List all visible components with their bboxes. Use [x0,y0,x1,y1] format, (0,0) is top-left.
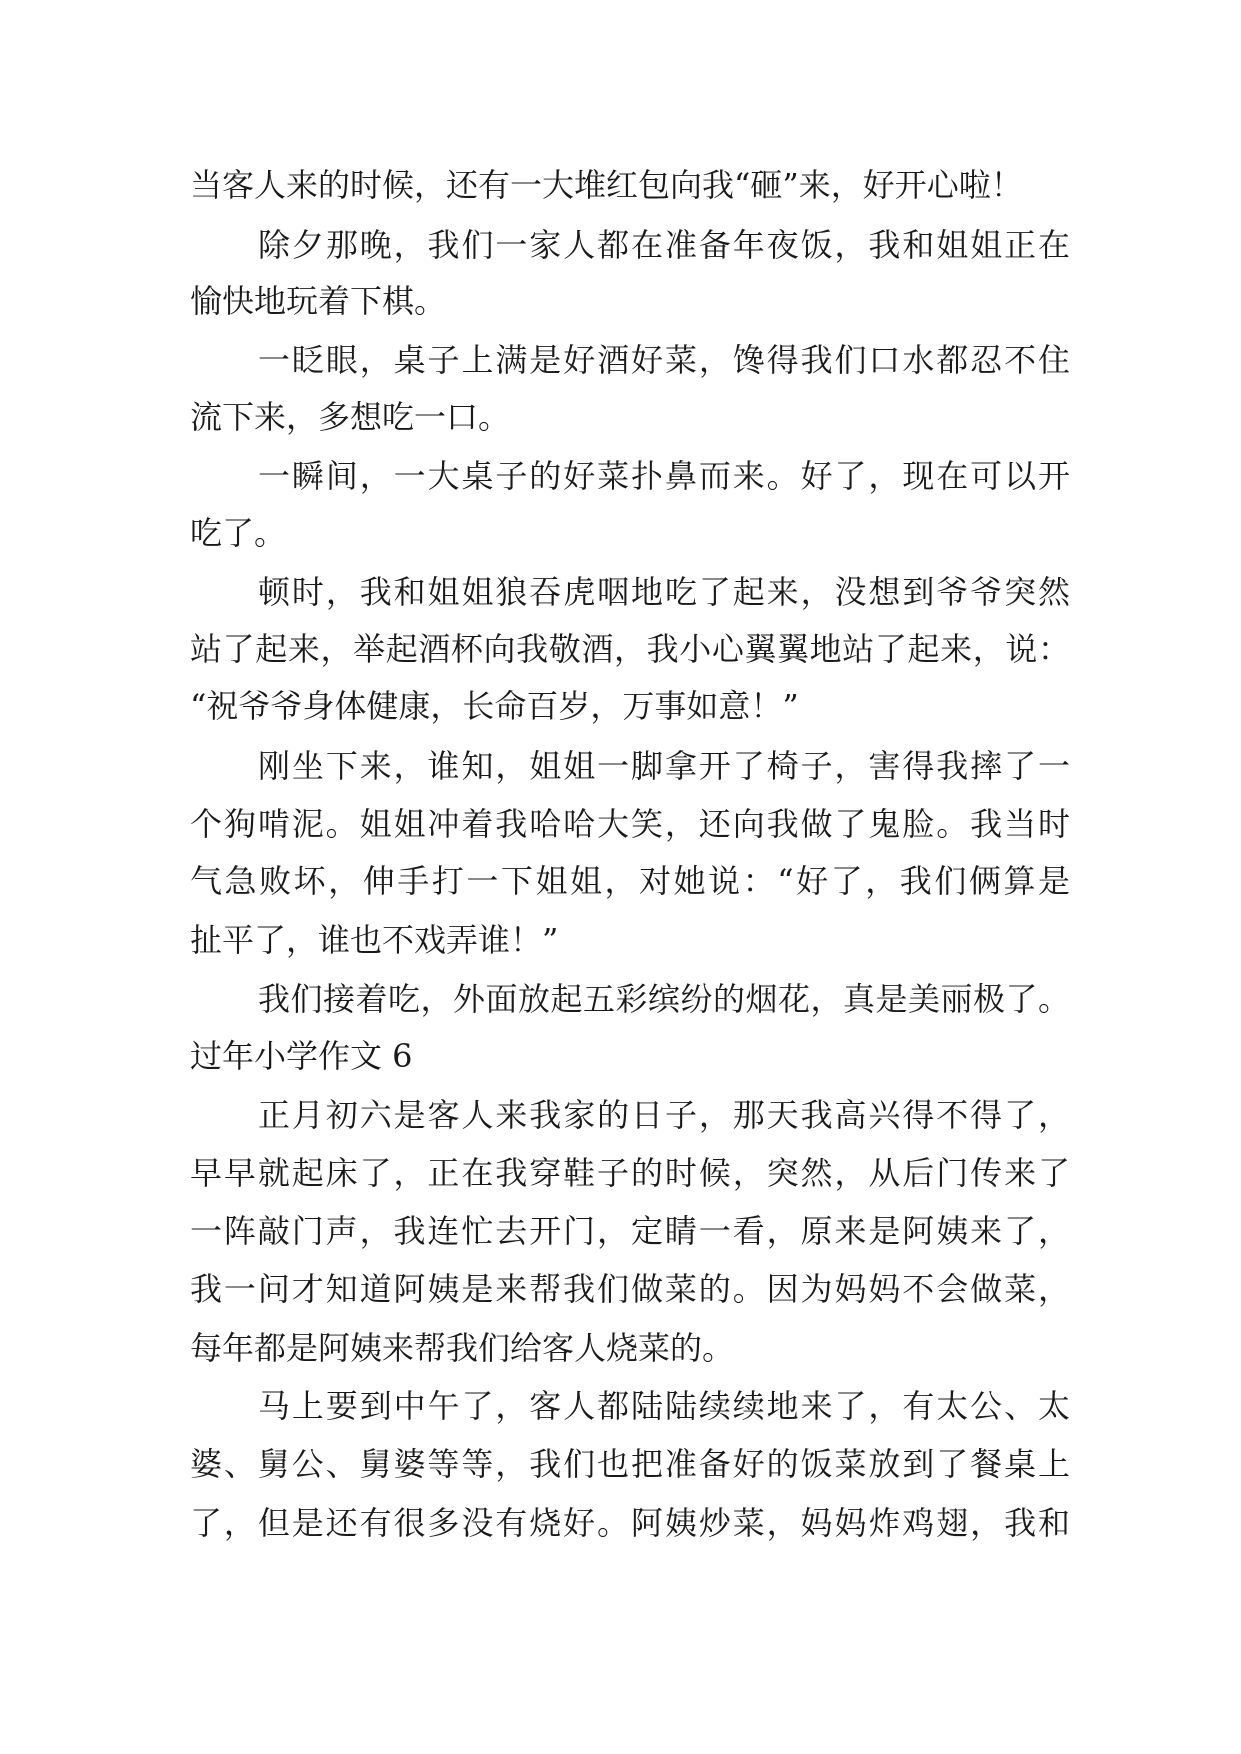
text-line: 一眨眼，桌子上满是好酒好菜，馋得我们口水都忍不住 [258,341,1070,379]
section-heading: 过年小学作文 6 [190,1037,413,1075]
text-line: 刚坐下来，谁知，姐姐一脚拿开了椅子，害得我摔了一 [258,747,1070,785]
text-line: 站了起来，举起酒杯向我敬酒，我小心翼翼地站了起来，说： [190,630,1070,668]
text-line: 婆、舅公、舅婆等等，我们也把准备好的饭菜放到了餐桌上 [190,1445,1070,1483]
text-line: 个狗啃泥。姐姐冲着我哈哈大笑，还向我做了鬼脸。我当时 [190,805,1070,843]
text-line: 早早就起床了，正在我穿鞋子的时候，突然，从后门传来了 [190,1154,1070,1192]
text-line: 扯平了，谁也不戏弄谁！” [190,921,559,959]
text-line: 正月初六是客人来我家的日子，那天我高兴得不得了， [258,1096,1070,1134]
text-line: 我一问才知道阿姨是来帮我们做菜的。因为妈妈不会做菜， [190,1270,1070,1308]
text-line: 气急败坏，伸手打一下姐姐，对她说：“好了，我们俩算是 [190,862,1070,900]
text-line: 马上要到中午了，客人都陆陆续续地来了，有太公、太 [258,1387,1070,1425]
text-line: 当客人来的时候，还有一大堆红包向我“砸”来，好开心啦！ [190,166,1023,204]
text-line: “祝爷爷身体健康，长命百岁，万事如意！” [190,687,799,725]
text-line: 我们接着吃，外面放起五彩缤纷的烟花，真是美丽极了。 [258,980,1070,1018]
text-line: 了，但是还有很多没有烧好。阿姨炒菜，妈妈炸鸡翅，我和 [190,1504,1070,1542]
text-line: 流下来，多想吃一口。 [190,398,511,436]
text-line: 除夕那晚，我们一家人都在准备年夜饭，我和姐姐正在 [258,226,1070,264]
text-line: 一阵敲门声，我连忙去开门，定睛一看，原来是阿姨来了， [190,1212,1070,1250]
text-line: 吃了。 [190,514,287,552]
text-line: 愉快地玩着下棋。 [190,282,447,320]
text-line: 每年都是阿姨来帮我们给客人烧菜的。 [190,1329,735,1367]
text-line: 一瞬间，一大桌子的好菜扑鼻而来。好了，现在可以开 [258,457,1070,495]
text-line: 顿时，我和姐姐狼吞虎咽地吃了起来，没想到爷爷突然 [258,573,1070,611]
